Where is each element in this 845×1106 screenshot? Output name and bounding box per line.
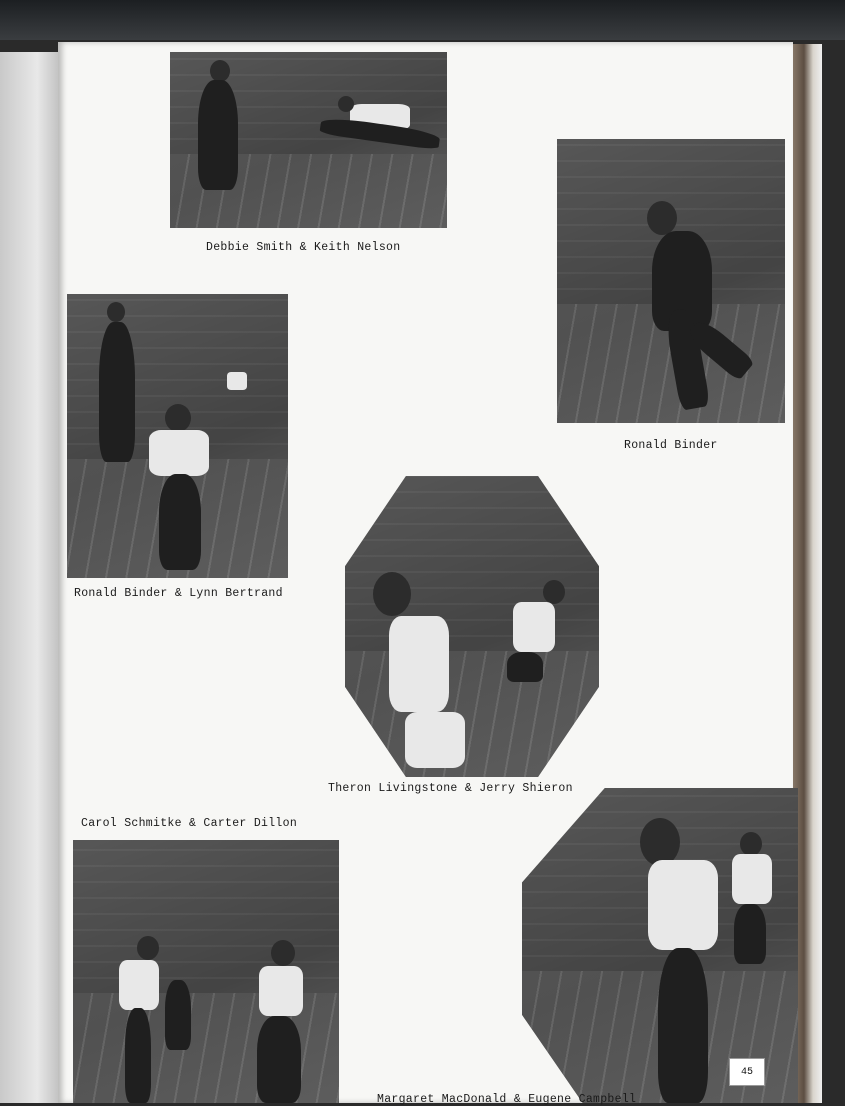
- photo-theron-livingstone-jerry-shieron: [345, 476, 599, 777]
- caption-photo-3: Ronald Binder & Lynn Bertrand: [74, 587, 283, 600]
- page-number: 45: [729, 1058, 765, 1086]
- caption-photo-2: Ronald Binder: [624, 439, 718, 452]
- caption-photo-5: Carol Schmitke & Carter Dillon: [81, 817, 298, 830]
- photo-carol-schmitke-carter-dillon: [73, 840, 339, 1103]
- facing-page-edge: [0, 52, 62, 1103]
- photo-debbie-smith-keith-nelson: [170, 52, 447, 228]
- caption-photo-4: Theron Livingstone & Jerry Shieron: [328, 782, 573, 795]
- scanner-background: [0, 0, 845, 40]
- photo-ronald-binder: [557, 139, 785, 423]
- photo-ronald-binder-lynn-bertrand: [67, 294, 288, 578]
- photo-margaret-macdonald-eugene-campbell: [522, 788, 798, 1103]
- caption-photo-6: Margaret MacDonald & Eugene Campbell: [377, 1093, 637, 1106]
- caption-photo-1: Debbie Smith & Keith Nelson: [206, 241, 401, 254]
